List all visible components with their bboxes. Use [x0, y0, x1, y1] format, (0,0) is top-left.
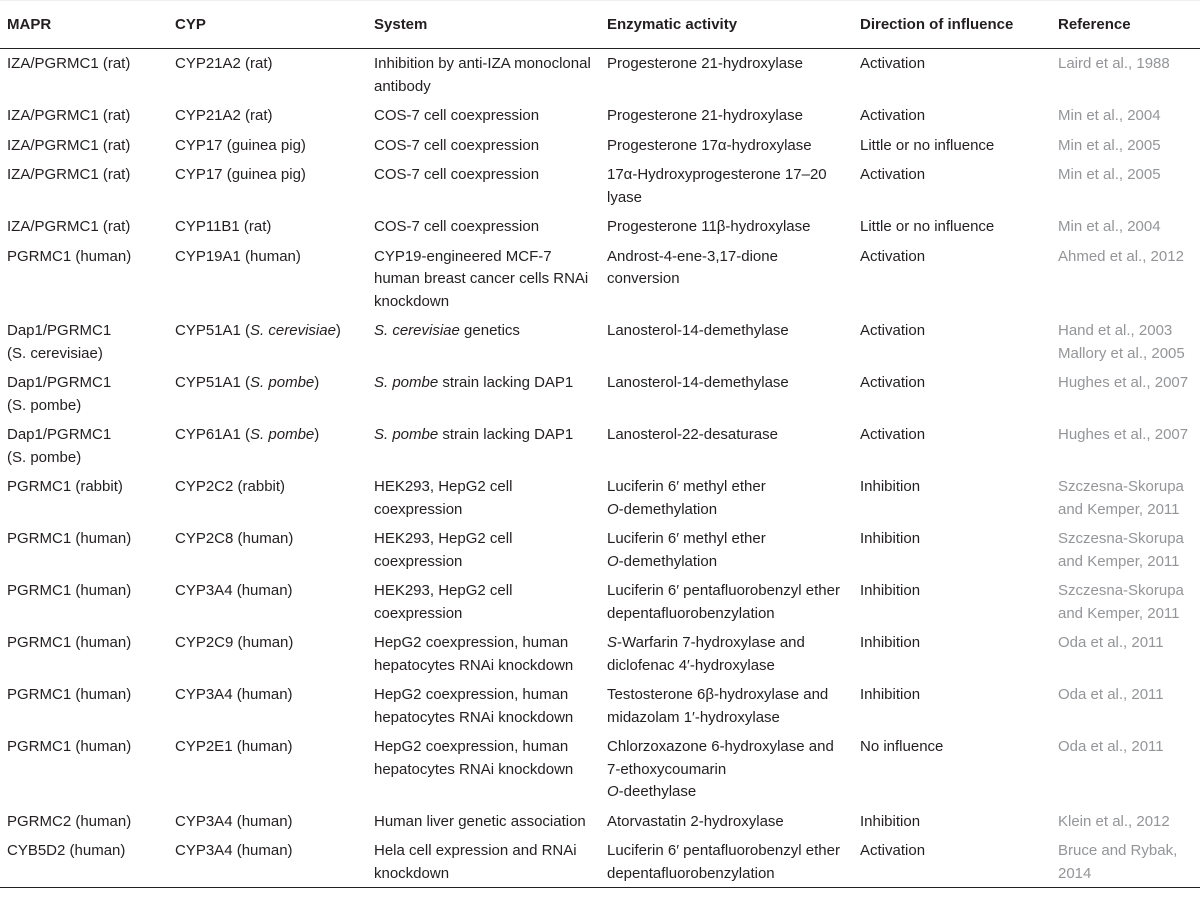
header-system: System [367, 1, 600, 49]
mapr-line-1: Dap1/PGRMC1 [7, 426, 112, 443]
cell-cyp: CYP21A2 (rat) [175, 55, 273, 72]
cell-mapr: PGRMC1 (human) [7, 686, 132, 703]
activity-line-1: Chlorzoxazone 6-hydroxylase and 7-ethoxycoumarin [607, 738, 834, 778]
cell-mapr: PGRMC1 (human) [7, 634, 132, 651]
cell-reference: Hughes et al., 2007 [1058, 374, 1189, 391]
cell-activity: Lanosterol-22-desaturase [607, 426, 778, 443]
cell-mapr: PGRMC2 (human) [7, 812, 132, 830]
mapr-line-2: (S. pombe) [7, 396, 82, 414]
cell-system: HEK293, HepG2 cell coexpression [374, 530, 513, 570]
cell-system: COS-7 cell coexpression [374, 136, 540, 154]
cell-reference: Hughes et al., 2007 [1058, 426, 1189, 443]
cell-cyp: CYP17 (guinea pig) [175, 136, 306, 154]
cyp-suffix: ) [314, 426, 320, 443]
cell-direction: Inhibition [860, 530, 921, 547]
cell-system: CYP19-engineered MCF-7 human breast cancer cells RNAi knockdown [374, 247, 589, 310]
cell-reference [1051, 316, 1200, 368]
cell-direction: Little or no influence [860, 136, 995, 154]
cell-mapr [0, 368, 168, 420]
cell-system [367, 316, 600, 368]
cell-mapr: IZA/PGRMC1 (rat) [7, 107, 131, 124]
cell-system: Hela cell expression and RNAi knockdown [367, 836, 600, 888]
header-mapr: MAPR [0, 1, 168, 49]
cell-mapr: PGRMC1 (human) [7, 530, 132, 547]
table-row [0, 524, 1200, 576]
table-row [0, 472, 1200, 524]
cyp-prefix: CYP61A1 ( [175, 426, 251, 443]
cell-direction: Activation [860, 426, 926, 443]
table-row [0, 732, 1200, 807]
activity-text: -Warfarin 7-hydroxylase and diclofenac 4′-hydroxylase [607, 634, 805, 674]
cell-activity [600, 628, 853, 680]
cell-mapr: PGRMC1 (rabbit) [7, 478, 123, 495]
reference-line-2: Mallory et al., 2005 [1058, 344, 1185, 362]
table-body [0, 49, 1200, 888]
cell-activity: Progesterone 17α-hydroxylase [607, 136, 812, 154]
cell-mapr: PGRMC1 (human) [7, 247, 132, 265]
cyp-species: S. cerevisiae [250, 322, 336, 339]
cell-system: COS-7 cell coexpression [374, 218, 540, 235]
cell-reference: Min et al., 2005 [1058, 166, 1161, 183]
cell-reference: Bruce and Rybak, 2014 [1051, 836, 1200, 888]
cell-reference: Klein et al., 2012 [1058, 812, 1170, 830]
cell-system: HepG2 coexpression, human hepatocytes RNAi knockdown [374, 738, 574, 778]
table-row [0, 212, 1200, 242]
system-text: strain lacking DAP1 [438, 426, 574, 443]
cell-cyp: CYP2C9 (human) [175, 634, 294, 651]
cell-activity: Progesterone 21-hydroxylase [607, 107, 803, 124]
cell-cyp: CYP3A4 (human) [175, 686, 293, 703]
cell-direction: Inhibition [860, 812, 921, 830]
cell-mapr: IZA/PGRMC1 (rat) [7, 136, 131, 154]
cell-activity: Atorvastatin 2-hydroxylase [607, 812, 784, 830]
table-row [0, 131, 1200, 161]
cell-mapr: IZA/PGRMC1 (rat) [7, 55, 131, 72]
activity-text: -demethylation [618, 500, 718, 518]
table-row [0, 576, 1200, 628]
cell-direction: Activation [860, 166, 926, 183]
cell-reference: Oda et al., 2011 [1058, 634, 1164, 651]
header-enzymatic-activity: Enzymatic activity [600, 1, 853, 49]
cell-activity: Progesterone 21-hydroxylase [607, 55, 803, 72]
cell-activity [600, 524, 853, 576]
cell-activity: Lanosterol-14-demethylase [607, 322, 789, 339]
system-species: S. pombe [374, 374, 439, 391]
cell-system [367, 368, 600, 420]
cell-direction: No influence [860, 738, 944, 755]
activity-italic: O [607, 783, 619, 800]
cell-reference: Szczesna-Skorupa and Kemper, 2011 [1058, 478, 1184, 518]
table-row [0, 628, 1200, 680]
table-row [0, 680, 1200, 732]
table-row [0, 101, 1200, 131]
cell-mapr [0, 420, 168, 472]
cell-direction: Inhibition [860, 478, 921, 495]
cell-cyp: CYP3A4 (human) [175, 582, 293, 599]
cell-mapr: IZA/PGRMC1 (rat) [7, 218, 131, 235]
cell-system: Inhibition by anti-IZA monoclonal antibody [374, 55, 591, 95]
cell-reference: Szczesna-Skorupa and Kemper, 2011 [1058, 530, 1184, 570]
cell-mapr: PGRMC1 (human) [7, 738, 132, 755]
cell-reference: Ahmed et al., 2012 [1058, 247, 1184, 265]
table-row [0, 160, 1200, 212]
cell-reference: Laird et al., 1988 [1058, 55, 1170, 72]
header-reference: Reference [1051, 1, 1200, 49]
table-row [0, 49, 1200, 102]
cell-cyp: CYP17 (guinea pig) [175, 166, 306, 183]
cell-system [367, 420, 600, 472]
cell-direction: Inhibition [860, 634, 921, 651]
mapr-line-1: Dap1/PGRMC1 [7, 374, 112, 391]
header-cyp: CYP [168, 1, 367, 49]
table-row [0, 316, 1200, 368]
cyp-suffix: ) [335, 322, 341, 339]
mapr-line-2: (S. pombe) [7, 448, 82, 466]
table-row [0, 807, 1200, 837]
cell-direction: Activation [860, 322, 926, 339]
cell-activity: Luciferin 6′ pentafluorobenzyl ether depentafluorobenzylation [607, 582, 840, 622]
activity-text: -demethylation [618, 552, 718, 570]
cell-direction: Activation [860, 55, 926, 72]
cell-direction: Activation [860, 374, 926, 391]
system-text: strain lacking DAP1 [438, 374, 574, 391]
cell-activity: Lanosterol-14-demethylase [607, 374, 789, 391]
cell-cyp: CYP3A4 (human) [175, 812, 293, 830]
table-row [0, 420, 1200, 472]
cyp-species: S. pombe [250, 374, 315, 391]
cell-direction: Inhibition [860, 582, 921, 599]
activity-italic: O [607, 500, 619, 518]
reference-line-1: Hand et al., 2003 [1058, 322, 1173, 339]
cell-cyp [168, 316, 367, 368]
cell-mapr [0, 316, 168, 368]
table-header [0, 1, 1200, 49]
cell-reference: Min et al., 2005 [1058, 136, 1161, 154]
activity-line-1: Luciferin 6′ methyl ether [607, 478, 766, 495]
cell-system: HEK293, HepG2 cell coexpression [374, 478, 513, 518]
cell-mapr: IZA/PGRMC1 (rat) [7, 166, 131, 183]
cell-system: COS-7 cell coexpression [374, 166, 540, 183]
cell-activity: Testosterone 6β-hydroxylase and midazolam 1′-hydroxylase [607, 686, 829, 726]
cell-cyp: CYP19A1 (human) [175, 247, 301, 265]
cell-reference: Oda et al., 2011 [1058, 686, 1164, 703]
cell-activity: Progesterone 11β-hydroxylase [607, 218, 811, 235]
header-row [0, 1, 1200, 49]
cell-cyp: CYP11B1 (rat) [175, 218, 272, 235]
mapr-line-2: (S. cerevisiae) [7, 344, 103, 362]
cell-activity: Luciferin 6′ pentafluorobenzyl ether depentafluorobenzylation [600, 836, 853, 888]
cell-activity [600, 472, 853, 524]
table-row [0, 836, 1200, 888]
table-row [0, 368, 1200, 420]
cell-system: HepG2 coexpression, human hepatocytes RNAi knockdown [374, 686, 574, 726]
cyp-species: S. pombe [250, 426, 315, 443]
cyp-suffix: ) [314, 374, 320, 391]
cell-system: HepG2 coexpression, human hepatocytes RNAi knockdown [374, 634, 574, 674]
system-species: S. pombe [374, 426, 439, 443]
cyp-prefix: CYP51A1 ( [175, 322, 251, 339]
cell-mapr: CYB5D2 (human) [0, 836, 168, 888]
cell-cyp: CYP2C2 (rabbit) [175, 478, 286, 495]
activity-italic: S [607, 634, 618, 651]
cell-reference: Oda et al., 2011 [1058, 738, 1164, 755]
cell-system: HEK293, HepG2 cell coexpression [374, 582, 513, 622]
cell-direction: Inhibition [860, 686, 921, 703]
cell-cyp: CYP2C8 (human) [175, 530, 294, 547]
cell-activity: Androst-4-ene-3,17-dione conversion [607, 247, 778, 287]
cell-activity [600, 732, 853, 807]
cell-mapr: PGRMC1 (human) [7, 582, 132, 599]
cell-system: COS-7 cell coexpression [374, 107, 540, 124]
activity-line-1: Luciferin 6′ methyl ether [607, 530, 766, 547]
activity-italic: O [607, 552, 619, 570]
cell-reference: Szczesna-Skorupa and Kemper, 2011 [1058, 582, 1184, 622]
cell-cyp [168, 368, 367, 420]
cell-cyp: CYP3A4 (human) [168, 836, 367, 888]
cell-cyp: CYP2E1 (human) [175, 738, 293, 755]
cell-reference: Min et al., 2004 [1058, 218, 1161, 235]
mapr-line-1: Dap1/PGRMC1 [7, 322, 112, 339]
cell-direction: Little or no influence [860, 218, 995, 235]
cell-reference: Min et al., 2004 [1058, 107, 1161, 124]
cell-direction: Activation [853, 836, 1051, 888]
table-row [0, 242, 1200, 317]
system-text: genetics [459, 322, 520, 339]
activity-text: -deethylase [618, 783, 697, 800]
cell-direction: Activation [860, 247, 926, 265]
system-species: S. cerevisiae [374, 322, 460, 339]
cyp-prefix: CYP51A1 ( [175, 374, 251, 391]
header-direction-of-influence: Direction of influence [853, 1, 1051, 49]
cell-cyp [168, 420, 367, 472]
cell-system: Human liver genetic association [374, 812, 586, 830]
cell-cyp: CYP21A2 (rat) [175, 107, 273, 124]
cell-activity: 17α-Hydroxyprogesterone 17–20 lyase [607, 166, 827, 206]
cell-direction: Activation [860, 107, 926, 124]
